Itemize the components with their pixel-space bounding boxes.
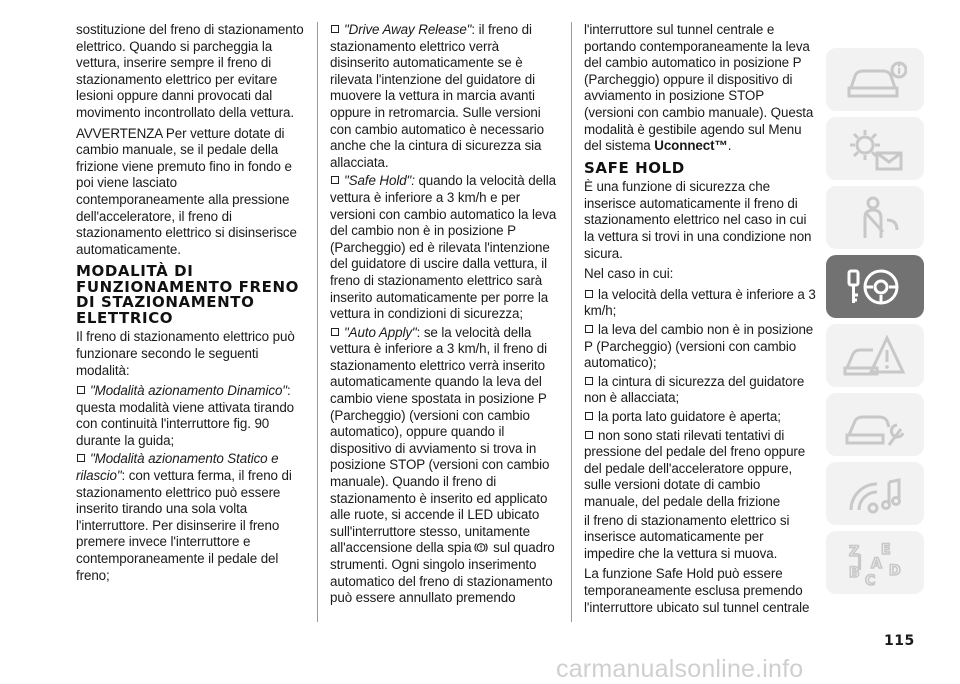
list-item: non sono stati rilevati tentativi di pressione del pedale del freno oppure del pedale dell'acceleratore oppure, sulle versioni dotate di cambio manuale, del pedale della frizione — [584, 427, 806, 509]
page-number: 115 — [884, 633, 915, 649]
bullet-square-icon — [77, 386, 85, 394]
list-item: la cintura di sicurezza del guidatore non è allacciata; — [584, 373, 805, 406]
car-info-icon — [843, 56, 907, 104]
watermark: carmanualsonline.info — [556, 655, 804, 683]
seatbelt-safety-icon — [843, 194, 907, 242]
svg-text:|: | — [857, 553, 863, 570]
svg-text:Z: Z — [849, 543, 860, 560]
paragraph: Il freno di stazionamento elettrico può funzionare secondo le seguenti modalità: — [76, 329, 295, 378]
paragraph: l'interruttore sul tunnel centrale e portando contemporaneamente la leva del cambio automatico in posizione P (Parcheggio) oppure il dispositivo di avviamento in posizione STOP (versioni con cambio manuale). Questa modalità è gestibile agendo sul Menu del sistema Uconnect™. — [584, 22, 814, 154]
bullet-square-icon — [77, 454, 85, 462]
tab-safety[interactable] — [826, 186, 924, 249]
list-item: "Modalità azionamento Dinamico": questa modalità viene attivata tirando con continuità l'interruttore fig. 90 durante la guida; — [76, 383, 295, 448]
text-column-1 — [76, 22, 306, 586]
text-column-2 — [330, 22, 560, 609]
section-heading-modalita: MODALITÀ DI FUNZIONAMENTO FRENO DI STAZIONAMENTO ELETTRICO — [76, 262, 300, 327]
bullet-square-icon — [585, 290, 593, 298]
tab-starting-driving[interactable] — [826, 255, 924, 318]
bullet-square-icon — [331, 25, 339, 33]
uconnect-brand: Uconnect™ — [654, 138, 728, 154]
paragraph: il freno di stazionamento elettrico si inserisce automaticamente per impedire che la vettura si muova. — [584, 512, 790, 561]
column-divider-right — [571, 22, 572, 622]
list-item: la porta lato guidatore è aperta; — [584, 409, 816, 426]
tab-maintenance[interactable] — [826, 393, 924, 456]
tab-lights-messages[interactable] — [826, 117, 924, 180]
list-item: la velocità della vettura è inferiore a 3 km/h; — [584, 286, 816, 319]
lights-message-icon — [843, 125, 907, 173]
bullet-square-icon — [331, 176, 339, 184]
multimedia-icon — [843, 470, 907, 518]
bullet-square-icon — [331, 328, 339, 336]
alphabetical-index-icon — [843, 539, 907, 587]
parking-brake-warning-icon — [474, 541, 488, 554]
column-divider-left — [317, 22, 318, 622]
svg-text:E: E — [881, 541, 891, 558]
svg-text:A: A — [871, 555, 882, 572]
key-steering-wheel-icon — [843, 263, 907, 311]
svg-text:D: D — [889, 562, 901, 579]
paragraph: È una funzione di sicurezza che inserisce automaticamente il freno di stazionamento elettrico nel caso in cui la vettura si trovi in una condizione non sicura. — [584, 179, 812, 261]
list-item: "Safe Hold": quando la velocità della vettura è inferiore a 3 km/h e per versioni con cambio automatico la leva del cambio non è in posizione P (Parcheggio) ed è rilevata l'intenzione del guidatore di uscire dalla vettura, il freno di stazionamento elettrico sarà inserito automaticamente per porre la vettura in condizioni di sicurezza; — [330, 173, 557, 322]
list-item: "Drive Away Release": il freno di stazionamento elettrico verrà disinserito automaticamente se è rilevata l'intenzione del guidatore di muovere la vettura in marcia avanti oppure in retromarcia. Sulle versioni con cambio automatico è necessario anche che la cintura di sicurezza sia allacciata. — [330, 22, 544, 170]
paragraph: La funzione Safe Hold può essere temporaneamente esclusa premendo l'interruttore ubicato sul tunnel centrale — [584, 566, 810, 615]
bullet-square-icon — [585, 325, 593, 333]
tab-index[interactable] — [826, 531, 924, 594]
list-item: "Modalità azionamento Statico e rilascio": con vettura ferma, il freno di stazionamento elettrico può essere inserito tirando una sola volta l'interruttore. Per disinserire il freno premere invece l'interruttore e contemporaneamente il pedale del freno; — [76, 451, 292, 583]
bullet-square-icon — [585, 412, 593, 420]
service-wrench-icon — [843, 401, 907, 449]
text-column-3 — [584, 22, 816, 620]
bullet-square-icon — [585, 431, 593, 439]
warning-triangle-car-icon — [843, 332, 907, 380]
paragraph: sostituzione del freno di stazionamento elettrico. Quando si parcheggia la vettura, inserire sempre il freno di stazionamento elettrico per evitare lesioni oppure danni provocati dal movimento incontrollato della vettura. — [76, 22, 304, 120]
paragraph: Nel caso in cui: — [584, 266, 674, 282]
tab-multimedia[interactable] — [826, 462, 924, 525]
list-item: "Auto Apply": se la velocità della vettura è inferiore a 3 km/h, il freno di stazionamento elettrico verrà inserito automaticamente quando la leva del cambio viene spostata in posizione P (Parcheggio) (versioni con cambio automatico), oppure quando il dispositivo di avviamento si trova in posizione STOP (versioni con cambio manuale). Quando il freno di stazionamento è inserito ed applicato alle ruote, si accende il LED ubicato sull'interruttore stesso, unitamente all'accensione della spia sul quadro strumenti. Ogni singolo inserimento automatico del freno di stazionamento può essere annullato premendo — [330, 324, 555, 606]
chapter-tabs — [826, 48, 924, 600]
list-item: la leva del cambio non è in posizione P (Parcheggio) (versioni con cambio automatico); — [584, 322, 814, 371]
section-heading-safe-hold: SAFE HOLD — [584, 158, 685, 177]
svg-text:C: C — [865, 572, 876, 587]
bullet-square-icon — [585, 377, 593, 385]
tab-car-info[interactable] — [826, 48, 924, 111]
warning-paragraph: AVVERTENZA Per vetture dotate di cambio manuale, se il pedale della frizione viene premuto fino in fondo e poi viene lasciato contemporaneamente alla pressione dell'acceleratore, il freno di stazionamento elettrico si disinserisce automaticamente. — [76, 125, 297, 257]
svg-text:B: B — [849, 564, 860, 581]
tab-emergency[interactable] — [826, 324, 924, 387]
